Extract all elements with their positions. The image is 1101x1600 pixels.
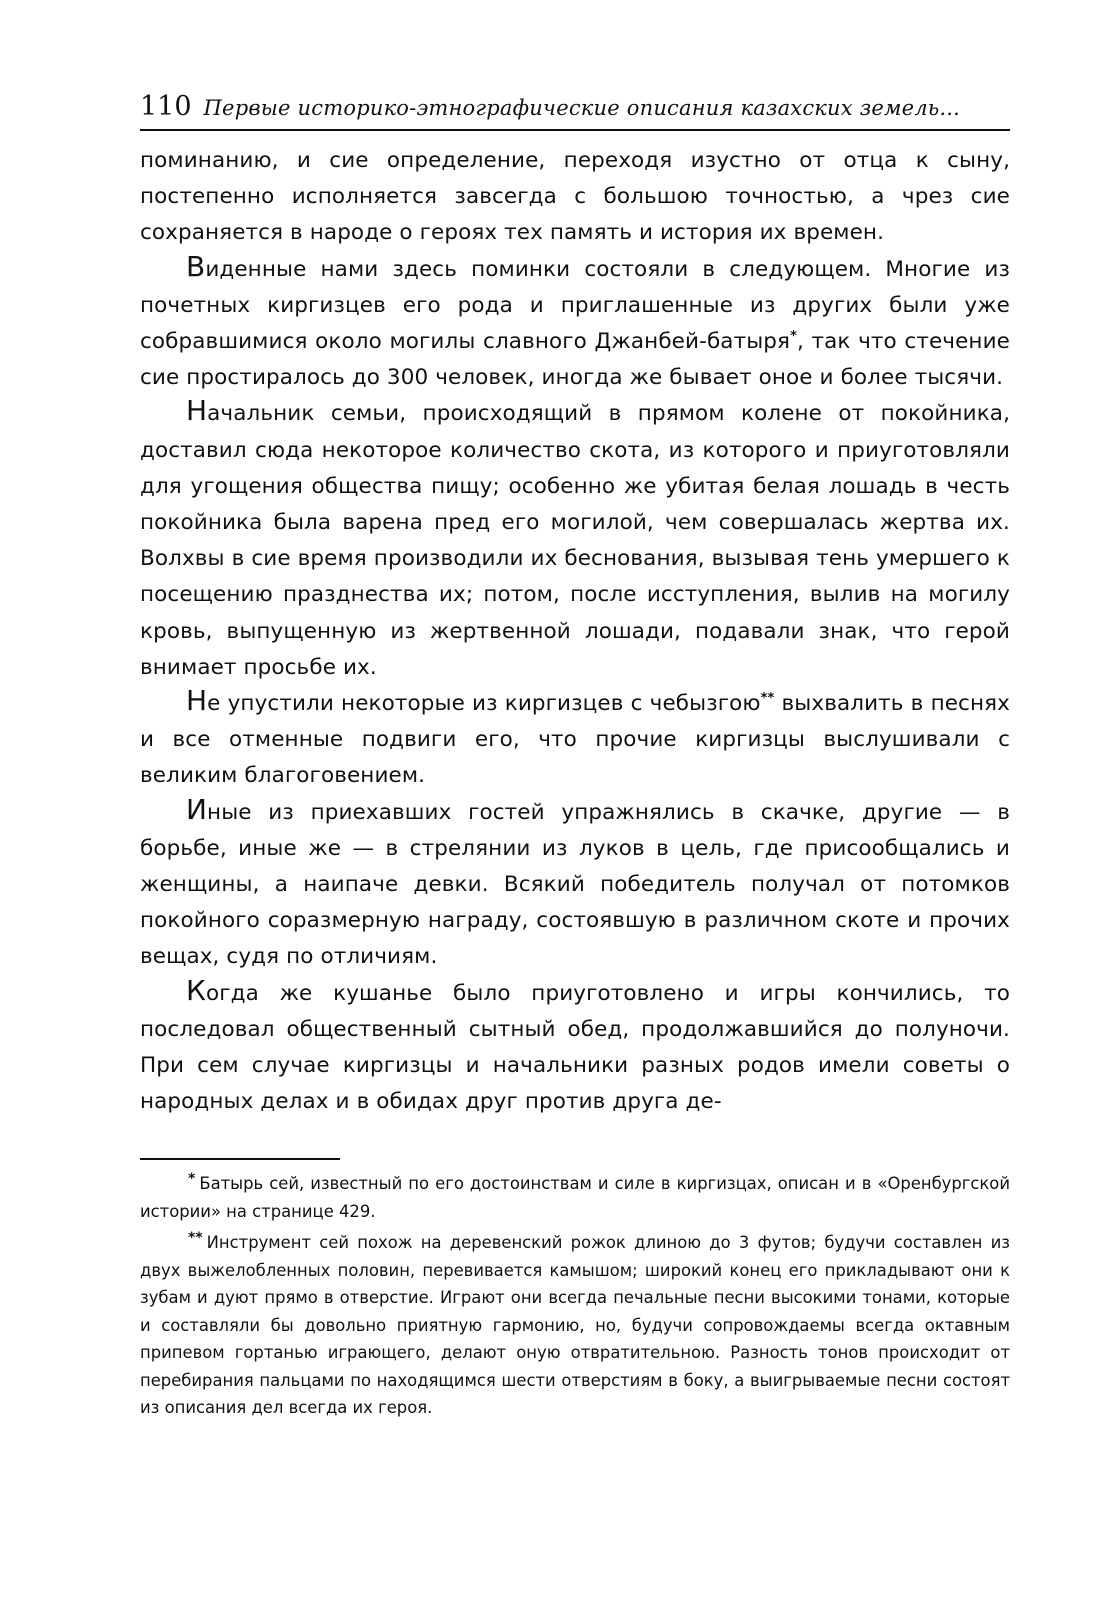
footnote-ref: * [790,329,797,345]
footnote-mark: ** [188,1230,203,1247]
paragraph-initial: Н [186,684,208,718]
footnote [140,1166,1010,1225]
paragraph-initial: И [186,792,208,826]
running-title: Первые историко-этнографические описания казахских земель... [203,96,961,120]
footnote-divider [140,1158,340,1160]
footnotes [140,1166,1010,1422]
paragraph-initial: К [186,973,206,1007]
paragraph-text: ные из приехавших гостей упражнялись в скачке, другие — в борьбе, иные же — в стрелянии из луков в цель, где присообщались и женщины, а наипаче девки. Всякий победитель получал от потомков покойного соразмерную награду, состоявшую в различном скоте и прочих вещах, судя по отличиям. [140,799,1010,970]
paragraph-text: е упустили некоторые из киргизцев с чебызгою [207,691,761,717]
paragraph [140,792,1010,976]
main-text [140,143,1010,1120]
footnote-mark: * [188,1171,196,1188]
footnote [140,1225,1010,1422]
paragraph-text: иденные нами здесь поминки состояли в следующем. Многие из почетных киргизцев его рода и приглашенные из других были уже собравшимися около могилы славного Джанбей-батыря [140,256,1010,355]
footnote-text: Батырь сей, известный по его достоинствам и силе в киргизцах, описан и в «Оренбургской истории» на странице 429. [140,1174,1010,1221]
paragraph [140,973,1010,1121]
paragraph-text: огда же кушанье было приуготовлено и игры кончились, то последовал общественный сытный обед, продолжавшийся до полуночи. При сем случае киргизцы и начальники разных родов имели советы о народных делах и в обидах друг против друга де- [140,980,1010,1115]
paragraph-initial: Н [186,394,208,428]
paragraph-initial: В [186,249,206,283]
footnote-text: Инструмент сей похож на деревенский рожок длиною до 3 футов; будучи составлен из двух выжелобленных половин, перевивается камышом; широкий конец его прикладывают они к зубам и дуют прямо в отверстие. Играют они всегда печальные песни высокими тонами, которые и составляли бы довольно приятную гармонию, но, будучи сопровождаемы всегда октавным припевом гортанью играющего, делают оную отвратительною. Разность тонов происходит от перебирания пальцами по находящимся шести отверстиям в боку, а выигрываемые песни состоят из описания дел всегда их героя. [140,1233,1010,1418]
paragraph [140,249,1010,397]
paragraph [140,686,1010,795]
paragraph [140,143,1010,252]
page-number: 110 [140,91,192,122]
footnote-ref: ** [760,691,775,707]
paragraph [140,396,1010,686]
paragraph-text: , так что стечение сие простиралось до 300 человек, иногда же бывает оное и более тысячи. [140,329,1010,391]
book-page [140,92,1010,1422]
running-head [140,92,1010,131]
paragraph-text: поминанию, и сие определение, переходя изустно от отца к сыну, постепенно исполняется завсегда с большою точностью, а чрез сие сохраняется в народе о героях тех память и история их времен. [140,148,1010,246]
paragraph-text: выхвалить в песнях и все отменные подвиги его, что прочие киргизцы выслушивали с великим благоговением. [140,691,1010,789]
paragraph-text: ачальник семьи, происходящий в прямом колене от покойника, доставил сюда некоторое количество скота, из которого и приуготовляли для угощения общества пищу; особенно же убитая белая лошадь в честь покойника была варена пред его могилой, чем совершалась жертва их. Волхвы в сие время производили их беснования, вызывая тень умершего к посещению празднества их; потом, после исступления, вылив на могилу кровь, выпущенную из жертвенной лошади, подавали знак, что герой внимает просьбе их. [140,401,1010,680]
